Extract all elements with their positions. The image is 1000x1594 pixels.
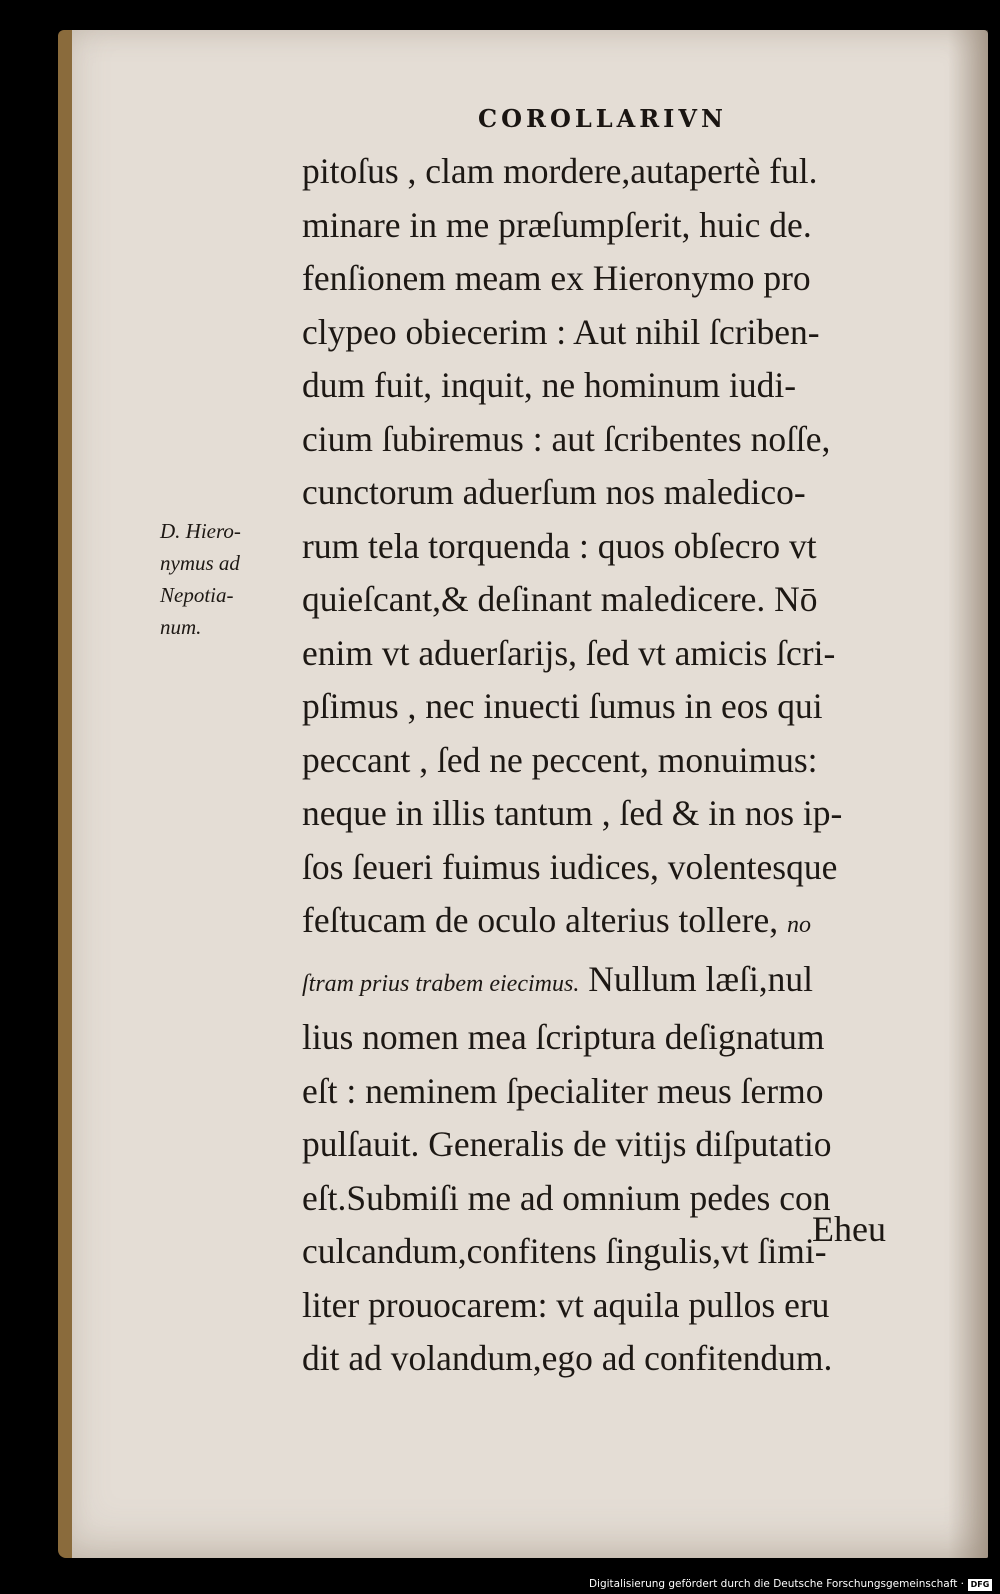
text-line: eſt.Submiſi me ad omnium pedes con <box>302 1177 831 1218</box>
text-line: eſt : neminem ſpecialiter meus ſermo <box>302 1070 824 1111</box>
margin-note-line: num. <box>160 615 202 639</box>
text-line: cunctorum aduerſum nos maledico- <box>302 472 806 512</box>
text-line: rum tela torquenda : quos obſecro vt <box>302 525 817 566</box>
running-head: COROLLARIVN <box>478 104 727 133</box>
text-line <box>302 894 917 953</box>
text-line: ſos ſeueri fuimus iudices, volentesque <box>302 846 838 887</box>
text-line: cium ſubiremus : aut ſcribentes noſſe, <box>302 418 831 459</box>
catchword: Eheu <box>812 1209 886 1249</box>
text-fragment: Nullum læſi,nul <box>579 958 814 999</box>
text-line: pſimus , nec inuecti ſumus in eos qui <box>302 686 823 726</box>
text-line: pitoſus , clam mordere,autapertè ful. <box>302 151 818 191</box>
text-line <box>302 953 917 1012</box>
text-line: minare in me præſumpſerit, huic de. <box>302 204 812 245</box>
italic-fragment: ſtram prius trabem eiecimus. <box>302 970 580 997</box>
text-line: dum fuit, inquit, ne hominum iudi- <box>302 365 797 405</box>
funding-credit: Digitalisierung gefördert durch die Deutsche Forschungsgemeinschaft · <box>588 1578 964 1590</box>
margin-note <box>160 515 285 643</box>
text-line: lius nomen mea ſcriptura deſignatum <box>302 1017 825 1057</box>
text-line: dit ad volandum,ego ad confitendum. <box>302 1338 833 1378</box>
margin-note-line: D. Hiero- <box>160 519 241 543</box>
text-line: enim vt aduerſarijs, ſed vt amicis ſcri- <box>302 632 836 673</box>
margin-note-line: nymus ad <box>160 551 240 575</box>
text-line: peccant , ſed ne peccent, monuimus: <box>302 739 818 780</box>
text-line: neque in illis tantum , ſed & in nos ip- <box>302 793 843 833</box>
text-line: fenſionem meam ex Hieronymo pro <box>302 258 811 298</box>
text-line: pulſauit. Generalis de vitijs diſputatio <box>302 1124 832 1164</box>
text-line: culcandum,confitens ſingulis,vt ſimi- <box>302 1231 827 1271</box>
dfg-logo-icon: DFG <box>968 1579 992 1591</box>
text-line: clypeo obiecerim : Aut nihil ſcriben- <box>302 311 820 352</box>
italic-fragment: no <box>786 912 811 938</box>
margin-note-line: Nepotia- <box>160 583 234 607</box>
text-line: quieſcant,& deſinant maledicere. Nō <box>302 579 818 619</box>
text-fragment: feſtucam de oculo alterius tollere, <box>302 900 787 940</box>
body-text <box>302 145 917 1386</box>
text-line: liter prouocarem: vt aquila pullos eru <box>302 1284 830 1325</box>
